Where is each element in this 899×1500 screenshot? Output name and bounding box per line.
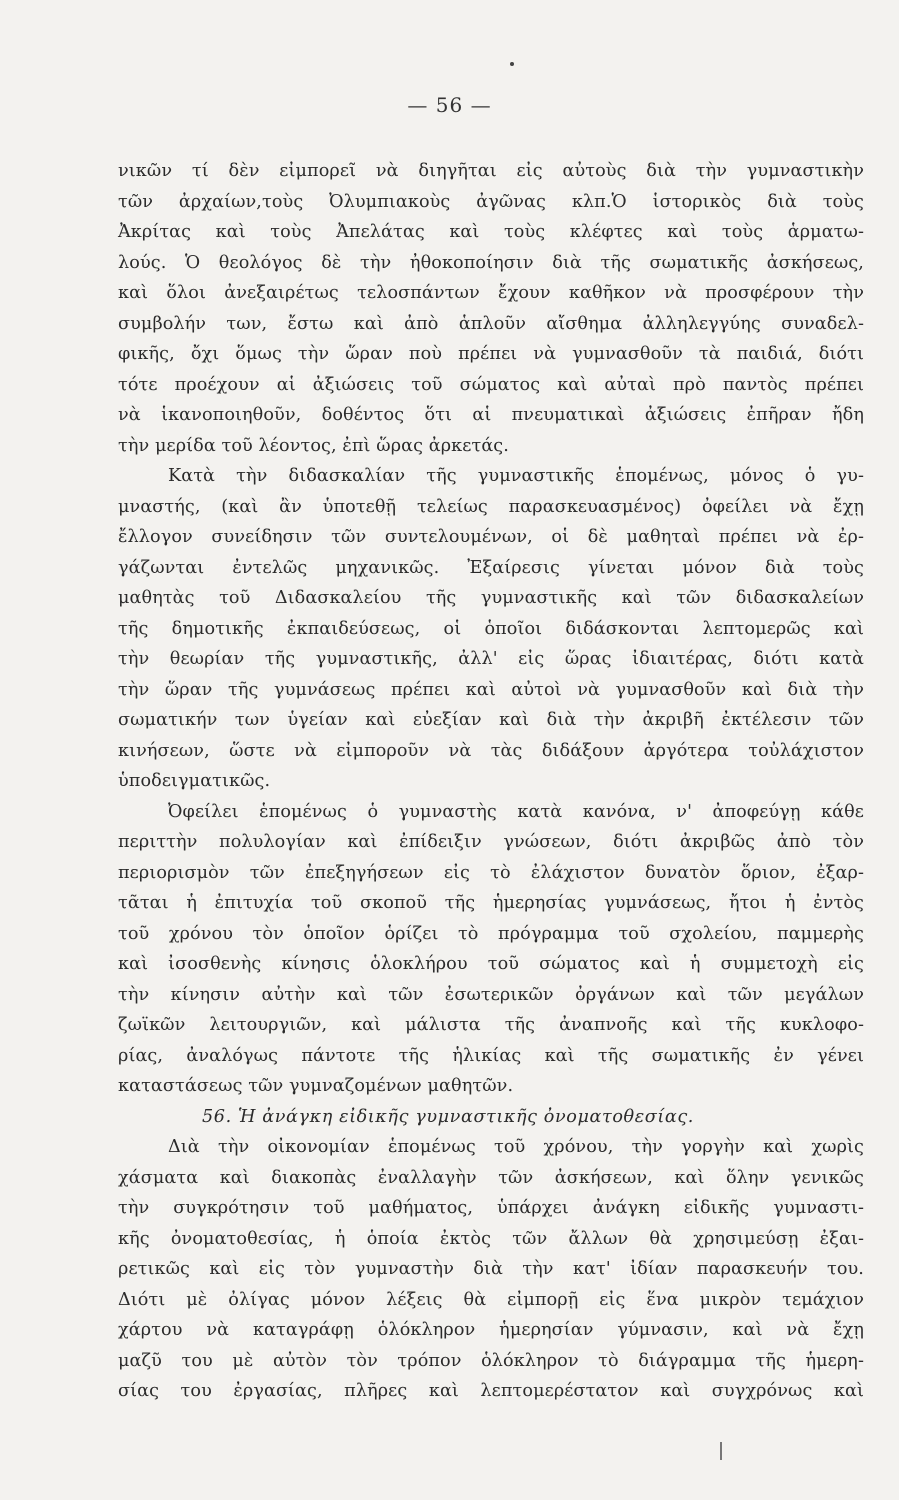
text-line: τὴν κίνησιν αὐτὴν καὶ τῶν ἐσωτερικῶν ὀργάνων καὶ τῶν μεγάλων	[118, 984, 864, 1005]
text-line: τὴν ὥραν τῆς γυμνάσεως πρέπει καὶ αὐτοὶ νὰ γυμνασθοῦν καὶ διὰ τὴν	[118, 679, 864, 700]
section-heading: 56. Ἡ ἀνάγκη εἰδικῆς γυμναστικῆς ὀνοματοθεσίας.	[202, 1106, 694, 1127]
text-line: τῶν ἀρχαίων,τοὺς Ὀλυμπιακοὺς ἀγῶνας κλπ.Ὁ ἱστορικὸς διὰ τοὺς	[118, 191, 864, 212]
text-line: σωματικήν των ὑγείαν καὶ εὐεξίαν καὶ διὰ τὴν ἀκριβῆ ἐκτέλεσιν τῶν	[118, 710, 864, 730]
text-line: τὴν θεωρίαν τῆς γυμναστικῆς, ἀλλ' εἰς ὥρας ἰδιαιτέρας, διότι κατὰ	[118, 649, 864, 669]
text-line: καὶ ἰσοσθενὴς κίνησις ὁλοκλήρου τοῦ σώματος καὶ ἡ συμμετοχὴ εἰς	[118, 954, 864, 974]
text-line: τῆς δημοτικῆς ἐκπαιδεύσεως, οἱ ὁποῖοι διδάσκονται λεπτομερῶς καὶ	[118, 618, 864, 639]
text-line: περιττὴν πολυλογίαν καὶ ἐπίδειξιν γνώσεων, διότι ἀκριβῶς ἀπὸ τὸν	[118, 832, 864, 852]
text-line: τὴν συγκρότησιν τοῦ μαθήματος, ὑπάρχει ἀνάγκη εἰδικῆς γυμναστι-	[118, 1198, 864, 1218]
text-line: μαθητὰς τοῦ Διδασκαλείου τῆς γυμναστικῆς καὶ τῶν διδασκαλείων	[118, 588, 864, 608]
text-line: νὰ ἱκανοποιηθοῦν, δοθέντος ὅτι αἱ πνευματικαὶ ἀξιώσεις ἐπῆραν ἤδη	[118, 405, 864, 425]
text-line: μαζῦ του μὲ αὐτὸν τὸν τρόπον ὁλόκληρον τὸ διάγραμμα τῆς ἡμερη-	[118, 1350, 864, 1371]
text-line: Κατὰ τὴν διδασκαλίαν τῆς γυμναστικῆς ἑπομένως, μόνος ὁ γυ-	[168, 466, 864, 486]
text-line: ὑποδειγματικῶς.	[118, 771, 271, 791]
text-line: συμβολήν των, ἔστω καὶ ἀπὸ ἁπλοῦν αἴσθημα ἀλληλεγγύης συναδελ-	[118, 313, 864, 334]
text-line: λούς. Ὁ θεολόγος δὲ τὴν ἠθοκοποίησιν διὰ τῆς σωματικῆς ἀσκήσεως,	[118, 252, 864, 273]
text-line: Διὰ τὴν οἰκονομίαν ἑπομένως τοῦ χρόνου, τὴν γοργὴν καὶ χωρὶς	[168, 1137, 864, 1157]
text-line: ρετικῶς καὶ εἰς τὸν γυμναστὴν διὰ τὴν κατ' ἰδίαν παρασκευήν του.	[118, 1259, 864, 1279]
text-line: περιορισμὸν τῶν ἐπεξηγήσεων εἰς τὸ ἐλάχιστον δυνατὸν ὅριον, ἐξαρ-	[118, 862, 864, 883]
text-line: ἔλλογον συνείδησιν τῶν συντελουμένων, οἱ δὲ μαθηταὶ πρέπει νὰ ἐρ-	[118, 527, 864, 547]
text-line: γάζωνται ἐντελῶς μηχανικῶς. Ἐξαίρεσις γίνεται μόνον διὰ τοὺς	[118, 557, 864, 578]
text-line: χάσματα καὶ διακοπὰς ἐναλλαγὴν τῶν ἀσκήσεων, καὶ ὅλην γενικῶς	[118, 1167, 864, 1188]
text-line: κινήσεων, ὥστε νὰ εἰμποροῦν νὰ τὰς διδάξουν ἀργότερα τοὐλάχιστον	[118, 740, 864, 761]
text-line: σίας του ἐργασίας, πλῆρες καὶ λεπτομερέστατον καὶ συγχρόνως καὶ	[118, 1381, 864, 1401]
text-line: ρίας, ἀναλόγως πάντοτε τῆς ἡλικίας καὶ τῆς σωματικῆς ἐν γένει	[118, 1045, 864, 1066]
page-body	[118, 156, 864, 1407]
text-line: Διότι μὲ ὀλίγας μόνον λέξεις θὰ εἰμπορῇ εἰς ἕνα μικρὸν τεμάχιον	[118, 1289, 864, 1310]
text-line: τότε προέχουν αἱ ἀξιώσεις τοῦ σώματος καὶ αὐταὶ πρὸ παντὸς πρέπει	[118, 374, 864, 395]
text-line: τὴν μερίδα τοῦ λέοντος, ἐπὶ ὥρας ἀρκετάς.	[118, 435, 509, 456]
ink-dot	[510, 62, 514, 66]
text-line: φικῆς, ὄχι ὅμως τὴν ὥραν ποὺ πρέπει νὰ γυμνασθοῦν τὰ παιδιά, διότι	[118, 344, 864, 364]
text-line: τοῦ χρόνου τὸν ὁποῖον ὁρίζει τὸ πρόγραμμα τοῦ σχολείου, παμμερὴς	[118, 923, 864, 944]
text-line: ζωϊκῶν λειτουργιῶν, καὶ μάλιστα τῆς ἀναπνοῆς καὶ τῆς κυκλοφο-	[118, 1015, 864, 1035]
text-line: καὶ ὅλοι ἀνεξαιρέτως τελοσπάντων ἔχουν καθῆκον νὰ προσφέρουν τὴν	[118, 283, 864, 303]
text-line: Ἀκρίτας καὶ τοὺς Ἀπελάτας καὶ τοὺς κλέφτες καὶ τοὺς ἁρματω-	[118, 222, 864, 242]
text-line: μναστής, (καὶ ἂν ὑποτεθῇ τελείως παρασκευασμένος) ὀφείλει νὰ ἔχῃ	[118, 496, 864, 517]
page-number: — 56 —	[407, 93, 492, 117]
text-line: καταστάσεως τῶν γυμναζομένων μαθητῶν.	[118, 1076, 514, 1096]
text-line: νικῶν τί δὲν εἰμπορεῖ νὰ διηγῆται εἰς αὐτοὺς διὰ τὴν γυμναστικὴν	[118, 161, 864, 181]
ink-mark	[720, 1442, 722, 1460]
text-line: κῆς ὀνοματοθεσίας, ἡ ὁποία ἐκτὸς τῶν ἄλλων θὰ χρησιμεύσῃ ἐξαι-	[118, 1228, 864, 1249]
text-line: Ὀφείλει ἑπομένως ὁ γυμναστὴς κατὰ κανόνα, ν' ἀποφεύγῃ κάθε	[168, 801, 864, 822]
text-line: χάρτου νὰ καταγράφῃ ὁλόκληρον ἡμερησίαν γύμνασιν, καὶ νὰ ἔχῃ	[118, 1320, 864, 1340]
text-line: τᾶται ἡ ἐπιτυχία τοῦ σκοποῦ τῆς ἡμερησίας γυμνάσεως, ἤτοι ἡ ἐντὸς	[118, 893, 864, 913]
